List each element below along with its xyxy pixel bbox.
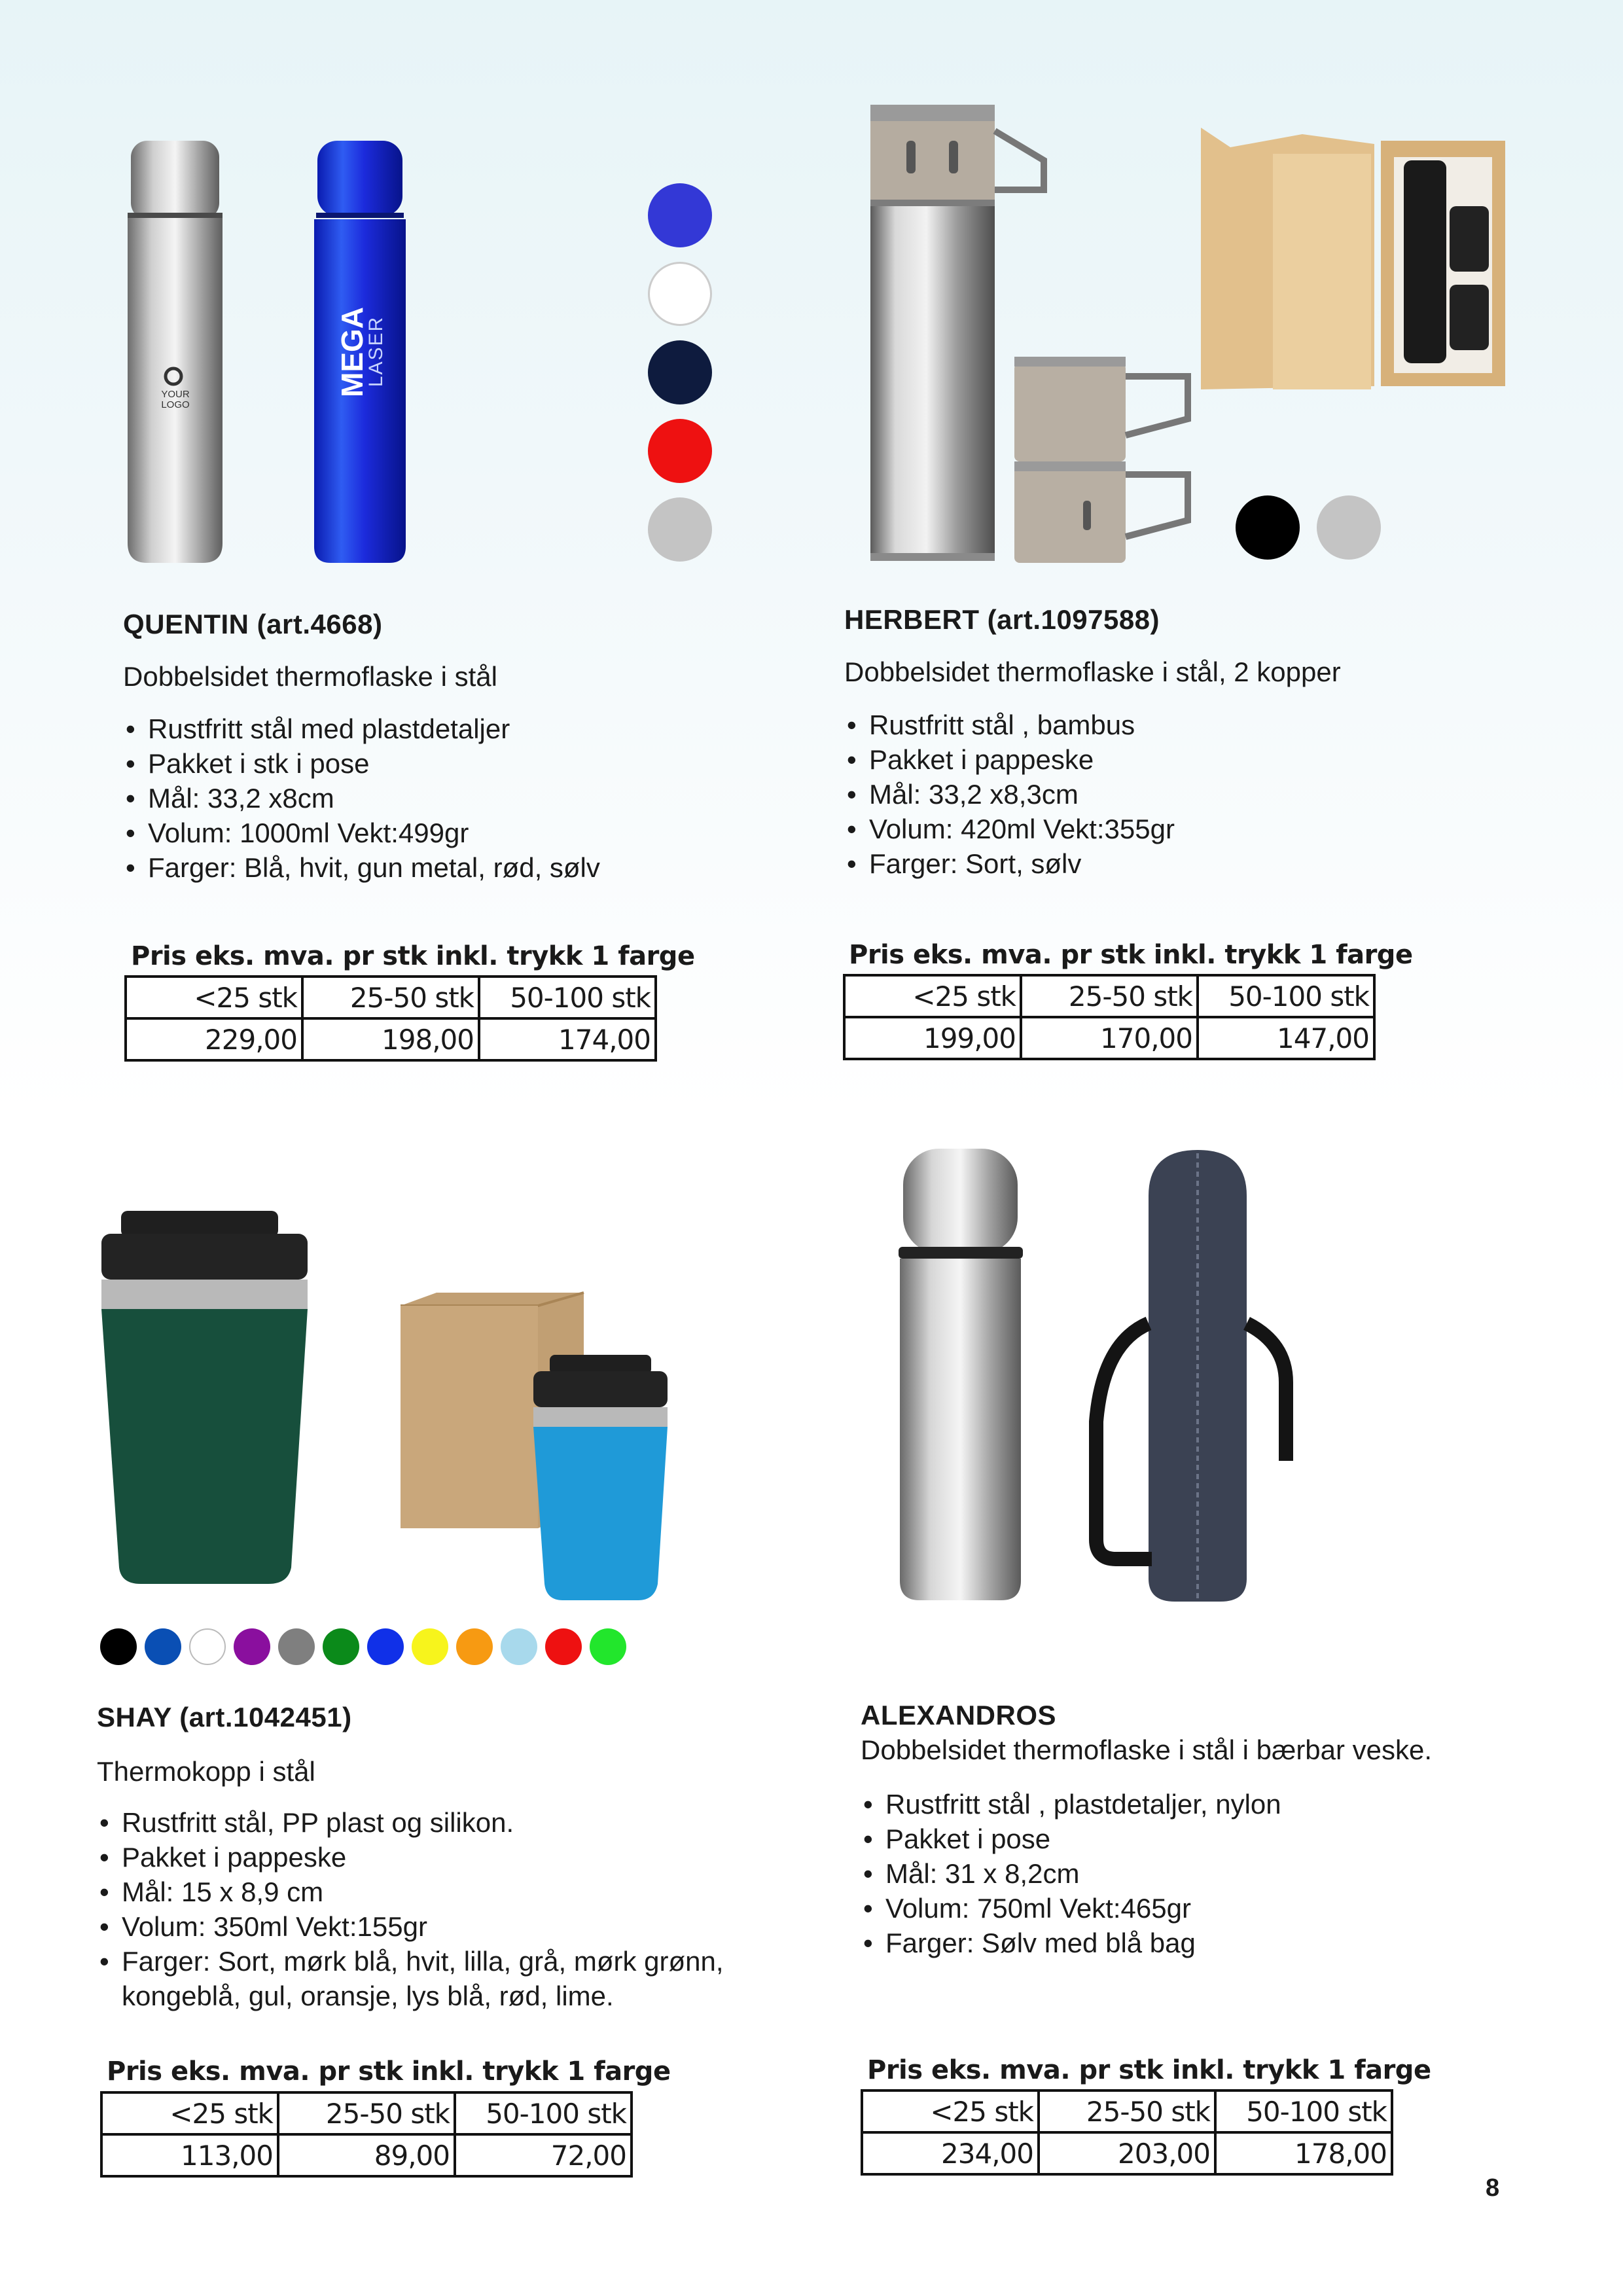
price-header-cell: 50-100 stk	[479, 977, 656, 1018]
blue-bottle-engraving-sub: LASER	[365, 315, 387, 387]
price-value-row	[862, 2132, 1392, 2174]
color-swatch-blue	[648, 183, 712, 247]
price-header-cell: 25-50 stk	[1021, 975, 1198, 1017]
feature-list-herbert	[844, 708, 1175, 881]
product-subtitle-herbert: Dobbelsidet thermoflaske i stål, 2 kopper	[844, 656, 1341, 687]
price-cell: 72,00	[455, 2134, 632, 2176]
price-header-cell: 50-100 stk	[1215, 2090, 1392, 2132]
feature-item: • Volum: 750ml Vekt:465gr	[861, 1891, 1281, 1926]
price-header-cell: 50-100 stk	[1198, 975, 1374, 1017]
price-cell: 199,00	[844, 1017, 1021, 1059]
color-swatch-royal-blue	[367, 1628, 404, 1665]
color-swatch-orange	[456, 1628, 493, 1665]
price-header-row	[101, 2092, 632, 2134]
price-header-row	[844, 975, 1374, 1017]
price-cell: 89,00	[278, 2134, 455, 2176]
price-table-alexandros	[861, 2089, 1393, 2176]
price-caption-herbert: Pris eks. mva. pr stk inkl. trykk 1 farge	[849, 940, 1413, 970]
product-subtitle-quentin: Dobbelsidet thermoflaske i stål	[123, 661, 497, 692]
feature-item: • Rustfritt stål, PP plast og silikon.	[97, 1805, 777, 1840]
price-header-cell: 25-50 stk	[302, 977, 479, 1018]
price-header-cell: <25 stk	[844, 975, 1021, 1017]
feature-item: • Rustfritt stål med plastdetaljer	[123, 711, 600, 746]
herbert-box-image	[1198, 128, 1508, 396]
price-table-shay	[100, 2091, 633, 2178]
color-swatch-white	[189, 1628, 226, 1665]
feature-list-quentin	[123, 711, 600, 885]
product-title-shay: SHAY (art.1042451)	[97, 1702, 352, 1732]
feature-item: • Pakket i pappeske	[97, 1840, 777, 1874]
price-cell: 229,00	[126, 1018, 302, 1060]
feature-item: • Rustfritt stål , plastdetaljer, nylon	[861, 1787, 1281, 1821]
color-swatch-yellow	[412, 1628, 448, 1665]
green-tumbler-image	[92, 1211, 321, 1587]
color-swatch-lime	[590, 1628, 626, 1665]
feature-item: • Volum: 350ml Vekt:155gr	[97, 1909, 777, 1944]
price-header-cell: <25 stk	[126, 977, 302, 1018]
price-value-row	[126, 1018, 656, 1060]
feature-item: • Volum: 420ml Vekt:355gr	[844, 812, 1175, 846]
color-swatch-dark-blue	[145, 1628, 181, 1665]
herbert-cups-image	[1011, 357, 1207, 573]
price-header-row	[862, 2090, 1392, 2132]
color-swatch-purple	[234, 1628, 270, 1665]
price-caption-quentin: Pris eks. mva. pr stk inkl. trykk 1 farge	[131, 941, 695, 971]
feature-item: • Farger: Sort, mørk blå, hvit, lilla, grå, mørk grønn, kongeblå, gul, oransje, lys blå, rød, lime.	[97, 1944, 777, 2013]
price-header-cell: 25-50 stk	[278, 2092, 455, 2134]
logo-placeholder-text: YOUR LOGO	[161, 389, 190, 410]
price-cell: 174,00	[479, 1018, 656, 1060]
feature-item: • Mål: 33,2 x8cm	[123, 781, 600, 816]
alexandros-bag-image	[1090, 1147, 1299, 1605]
feature-list-shay	[97, 1805, 777, 2013]
color-swatch-red	[545, 1628, 582, 1665]
feature-item: • Mål: 33,2 x8,3cm	[844, 777, 1175, 812]
price-header-cell: 25-50 stk	[1039, 2090, 1215, 2132]
price-header-cell: <25 stk	[101, 2092, 278, 2134]
feature-item: • Volum: 1000ml Vekt:499gr	[123, 816, 600, 850]
color-swatch-black	[1236, 495, 1300, 560]
price-table-quentin	[124, 975, 657, 1062]
feature-item: • Pakket i pappeske	[844, 742, 1175, 777]
blue-tumbler-image	[527, 1355, 674, 1604]
product-title-herbert: HERBERT (art.1097588)	[844, 604, 1160, 635]
price-header-cell: <25 stk	[862, 2090, 1039, 2132]
price-caption-alexandros: Pris eks. mva. pr stk inkl. trykk 1 farge	[867, 2055, 1431, 2085]
price-cell: 198,00	[302, 1018, 479, 1060]
alexandros-bottle-image	[893, 1149, 1024, 1604]
feature-item: • Pakket i pose	[861, 1821, 1281, 1856]
price-cell: 113,00	[101, 2134, 278, 2176]
color-swatch-white	[648, 262, 712, 326]
price-cell: 147,00	[1198, 1017, 1374, 1059]
color-swatch-gunmetal	[648, 340, 712, 404]
color-swatch-black	[100, 1628, 137, 1665]
price-cell: 178,00	[1215, 2132, 1392, 2174]
price-table-herbert	[843, 974, 1376, 1060]
feature-item: • Farger: Sort, sølv	[844, 846, 1175, 881]
feature-item: • Rustfritt stål , bambus	[844, 708, 1175, 742]
price-header-cell: 50-100 stk	[455, 2092, 632, 2134]
price-value-row	[844, 1017, 1374, 1059]
price-cell: 170,00	[1021, 1017, 1198, 1059]
product-title-alexandros: ALEXANDROS	[861, 1700, 1057, 1731]
feature-list-alexandros	[861, 1787, 1281, 1960]
color-swatch-light-blue	[501, 1628, 537, 1665]
price-caption-shay: Pris eks. mva. pr stk inkl. trykk 1 farge	[107, 2056, 671, 2087]
feature-item: • Pakket i stk i pose	[123, 746, 600, 781]
feature-item: • Mål: 31 x 8,2cm	[861, 1856, 1281, 1891]
price-header-row	[126, 977, 656, 1018]
color-swatch-silver	[648, 497, 712, 562]
blue-bottle-engraving: MEGA	[335, 307, 369, 397]
product-title-quentin: QUENTIN (art.4668)	[123, 609, 383, 639]
feature-item: • Farger: Sølv med blå bag	[861, 1926, 1281, 1960]
color-swatch-dark-green	[323, 1628, 359, 1665]
silver-bottle-image	[118, 137, 236, 569]
price-value-row	[101, 2134, 632, 2176]
product-subtitle-alexandros: Dobbelsidet thermoflaske i stål i bærbar veske.	[861, 1734, 1433, 1765]
feature-item: • Mål: 15 x 8,9 cm	[97, 1874, 777, 1909]
color-swatch-silver	[1317, 495, 1381, 560]
feature-item: • Farger: Blå, hvit, gun metal, rød, sølv	[123, 850, 600, 885]
page-number: 8	[1486, 2174, 1500, 2202]
color-swatch-grey	[278, 1628, 315, 1665]
color-swatch-red	[648, 419, 712, 483]
price-cell: 234,00	[862, 2132, 1039, 2174]
product-subtitle-shay: Thermokopp i stål	[97, 1756, 315, 1787]
price-cell: 203,00	[1039, 2132, 1215, 2174]
